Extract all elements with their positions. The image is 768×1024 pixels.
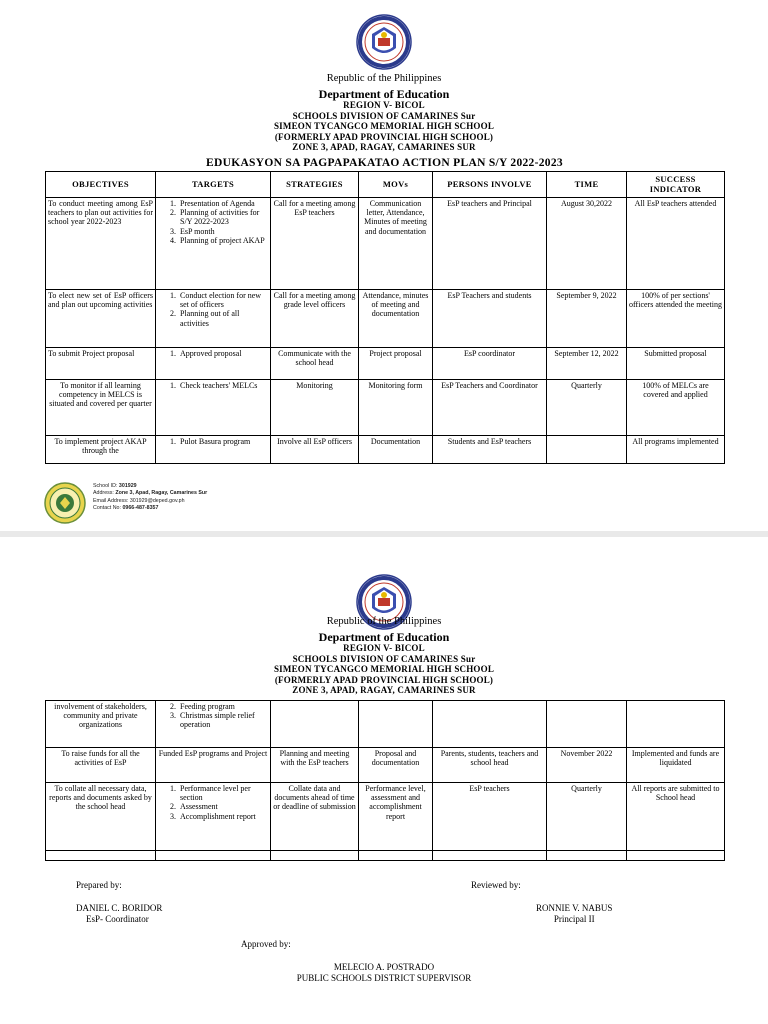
indicator-cell [627, 701, 725, 748]
approver-block [0, 962, 768, 985]
table-row [46, 783, 725, 851]
division-line: SCHOOLS DIVISION OF CAMARINES Sur [292, 110, 476, 121]
objective-cell: involvement of stakeholders, community and private organizations [46, 701, 156, 748]
objective-cell: To conduct meeting among EsP teachers to plan out activities for school year 2022-2023 [46, 198, 156, 290]
region-line: REGION V- BICOL [343, 643, 425, 653]
formerly-line: (FORMERLY APAD PROVINCIAL HIGH SCHOOL) [274, 674, 494, 685]
indicator-cell: Implemented and funds are liquidated [627, 748, 725, 783]
approved-by-label: Approved by: [241, 939, 291, 949]
targets-cell: Funded EsP programs and Project [156, 748, 271, 783]
target-item: 2. Assessment [178, 802, 268, 811]
republic-line: Republic of the Philippines [326, 616, 442, 627]
movs-cell: Proposal and documentation [359, 748, 433, 783]
targets-cell [156, 436, 271, 464]
approver-title: PUBLIC SCHOOLS DISTRICT SUPERVISOR [296, 973, 472, 984]
movs-cell: Documentation [359, 436, 433, 464]
preparer-title: EsP- Coordinator [86, 914, 149, 925]
division-line: SCHOOLS DIVISION OF CAMARINES Sur [292, 653, 476, 664]
department-line: Department of Education [318, 629, 450, 644]
preparer-block [76, 903, 162, 926]
time-cell: Quarterly [547, 380, 627, 436]
strategies-cell: Monitoring [271, 380, 359, 436]
target-item: 1. Approved proposal [178, 349, 268, 358]
indicator-cell: Submitted proposal [627, 348, 725, 380]
indicator-cell: 100% of per sections' officers attended the meeting [627, 290, 725, 348]
targets-cell [156, 783, 271, 851]
time-cell: September 9, 2022 [547, 290, 627, 348]
target-item: 3. Accomplishment report [178, 812, 268, 821]
objective-cell: To elect new set of EsP officers and plan out upcoming activities [46, 290, 156, 348]
school-logo-icon [44, 482, 86, 524]
persons-cell: EsP Teachers and students [433, 290, 547, 348]
persons-cell: EsP teachers [433, 783, 547, 851]
strategies-cell: Communicate with the school head [271, 348, 359, 380]
column-header: STRATEGIES [271, 172, 359, 198]
reviewed-by-label: Reviewed by: [471, 880, 521, 890]
empty-cell [359, 851, 433, 861]
persons-cell: EsP Teachers and Coordinator [433, 380, 547, 436]
targets-cell [156, 348, 271, 380]
approver-name: MELECIO A. POSTRADO [333, 962, 435, 972]
address-value: Zone 3, Apad, Ragay, Camarines Sur [115, 490, 208, 497]
table-row [46, 348, 725, 380]
letterhead [0, 74, 768, 152]
reviewer-title: Principal II [553, 914, 595, 925]
target-item: 3. Christmas simple relief operation [178, 711, 268, 729]
strategies-cell: Involve all EsP officers [271, 436, 359, 464]
empty-cell [627, 851, 725, 861]
table-row [46, 198, 725, 290]
objective-cell: To implement project AKAP through the [46, 436, 156, 464]
target-item: 2. Planning of activities for S/Y 2022-2023 [178, 208, 268, 226]
table-row [46, 748, 725, 783]
indicator-cell: 100% of MELCs are covered and applied [627, 380, 725, 436]
page-divider [0, 531, 768, 537]
empty-cell [433, 851, 547, 861]
targets-cell [156, 290, 271, 348]
column-header: TIME [547, 172, 627, 198]
reviewer-name: RONNIE V. NABUS [536, 903, 613, 913]
table-row-empty [46, 851, 725, 861]
column-header: OBJECTIVES [46, 172, 156, 198]
school-line: SIMEON TYCANGCO MEMORIAL HIGH SCHOOL [273, 664, 495, 674]
action-plan-table [45, 171, 725, 464]
movs-cell [359, 701, 433, 748]
target-item: 1. Conduct election for new set of officers [178, 291, 268, 309]
movs-cell: Monitoring form [359, 380, 433, 436]
persons-cell [433, 701, 547, 748]
table-row [46, 701, 725, 748]
time-cell [547, 701, 627, 748]
empty-cell [46, 851, 156, 861]
persons-cell: Students and EsP teachers [433, 436, 547, 464]
reviewer-block [536, 903, 612, 926]
column-header: TARGETS [156, 172, 271, 198]
table-row [46, 290, 725, 348]
table-header-row [46, 172, 725, 198]
preparer-name: DANIEL C. BORIDOR [76, 903, 163, 913]
movs-cell: Attendance, minutes of meeting and documentation [359, 290, 433, 348]
school-line: SIMEON TYCANGCO MEMORIAL HIGH SCHOOL [273, 121, 495, 131]
address-label: Address: [93, 490, 114, 497]
targets-cell [156, 380, 271, 436]
targets-cell [156, 701, 271, 748]
republic-line: Republic of the Philippines [326, 73, 442, 84]
strategies-cell: Call for a meeting among grade level officers [271, 290, 359, 348]
formerly-line: (FORMERLY APAD PROVINCIAL HIGH SCHOOL) [274, 131, 494, 142]
indicator-cell: All reports are submitted to School head [627, 783, 725, 851]
contact-value: 0966-487-8357 [122, 505, 159, 512]
target-item: 2. Planning out of all activities [178, 309, 268, 327]
time-cell: November 2022 [547, 748, 627, 783]
prepared-by-label: Prepared by: [76, 880, 122, 890]
strategies-cell: Collate data and documents ahead of time or deadline of submission [271, 783, 359, 851]
school-id-label: School ID: [93, 483, 118, 489]
movs-cell: Performance level, assessment and accomplishment report [359, 783, 433, 851]
persons-cell: Parents, students, teachers and school head [433, 748, 547, 783]
email-value: 301929@deped.gov.ph [129, 497, 185, 504]
address-line: ZONE 3, APAD, RAGAY, CAMARINES SUR [292, 142, 476, 152]
time-cell: September 12, 2022 [547, 348, 627, 380]
target-item: 2. Feeding program [178, 702, 268, 711]
indicator-cell: All EsP teachers attended [627, 198, 725, 290]
email-label: Email Address: [93, 497, 129, 504]
empty-cell [271, 851, 359, 861]
objective-cell: To submit Project proposal [46, 348, 156, 380]
table-row [46, 436, 725, 464]
target-item: 1. Pulot Basura program [178, 437, 268, 446]
target-item: 3. EsP month [178, 227, 268, 236]
letterhead [0, 617, 768, 695]
objective-cell: To raise funds for all the activities of EsP [46, 748, 156, 783]
targets-cell [156, 198, 271, 290]
persons-cell: EsP coordinator [433, 348, 547, 380]
empty-cell [156, 851, 271, 861]
movs-cell: Project proposal [359, 348, 433, 380]
objective-cell: To monitor if all learning competency in MELCS is situated and covered per quarter [46, 380, 156, 436]
school-id-value: 301929 [118, 483, 137, 489]
empty-cell [547, 851, 627, 861]
column-header: SUCCESS INDICATOR [627, 172, 725, 198]
plan-title: EDUKASYON SA PAGPAPAKATAO ACTION PLAN S/Y 2022-2023 [206, 157, 563, 169]
movs-cell: Communication letter, Attendance, Minutes of meeting and documentation [359, 198, 433, 290]
action-plan-table-continued [45, 700, 725, 861]
region-line: REGION V- BICOL [343, 100, 425, 110]
address-line: ZONE 3, APAD, RAGAY, CAMARINES SUR [292, 685, 476, 695]
strategies-cell: Planning and meeting with the EsP teachers [271, 748, 359, 783]
persons-cell: EsP teachers and Principal [433, 198, 547, 290]
target-item: 1. Presentation of Agenda [178, 199, 268, 208]
time-cell [547, 436, 627, 464]
strategies-cell [271, 701, 359, 748]
indicator-cell: All programs implemented [627, 436, 725, 464]
time-cell: Quarterly [547, 783, 627, 851]
school-contact-info [93, 483, 207, 513]
strategies-cell: Call for a meeting among EsP teachers [271, 198, 359, 290]
table-row [46, 380, 725, 436]
time-cell: August 30,2022 [547, 198, 627, 290]
target-item: 1. Performance level per section [178, 784, 268, 802]
deped-seal-icon [356, 14, 412, 70]
objective-cell: To collate all necessary data, reports and documents asked by the school head [46, 783, 156, 851]
column-header: MOVs [359, 172, 433, 198]
target-item: 1. Check teachers' MELCs [178, 381, 268, 390]
department-line: Department of Education [318, 86, 450, 101]
target-item: 4. Planning of project AKAP [178, 236, 268, 245]
column-header: PERSONS INVOLVE [433, 172, 547, 198]
contact-label: Contact No: [93, 505, 121, 512]
